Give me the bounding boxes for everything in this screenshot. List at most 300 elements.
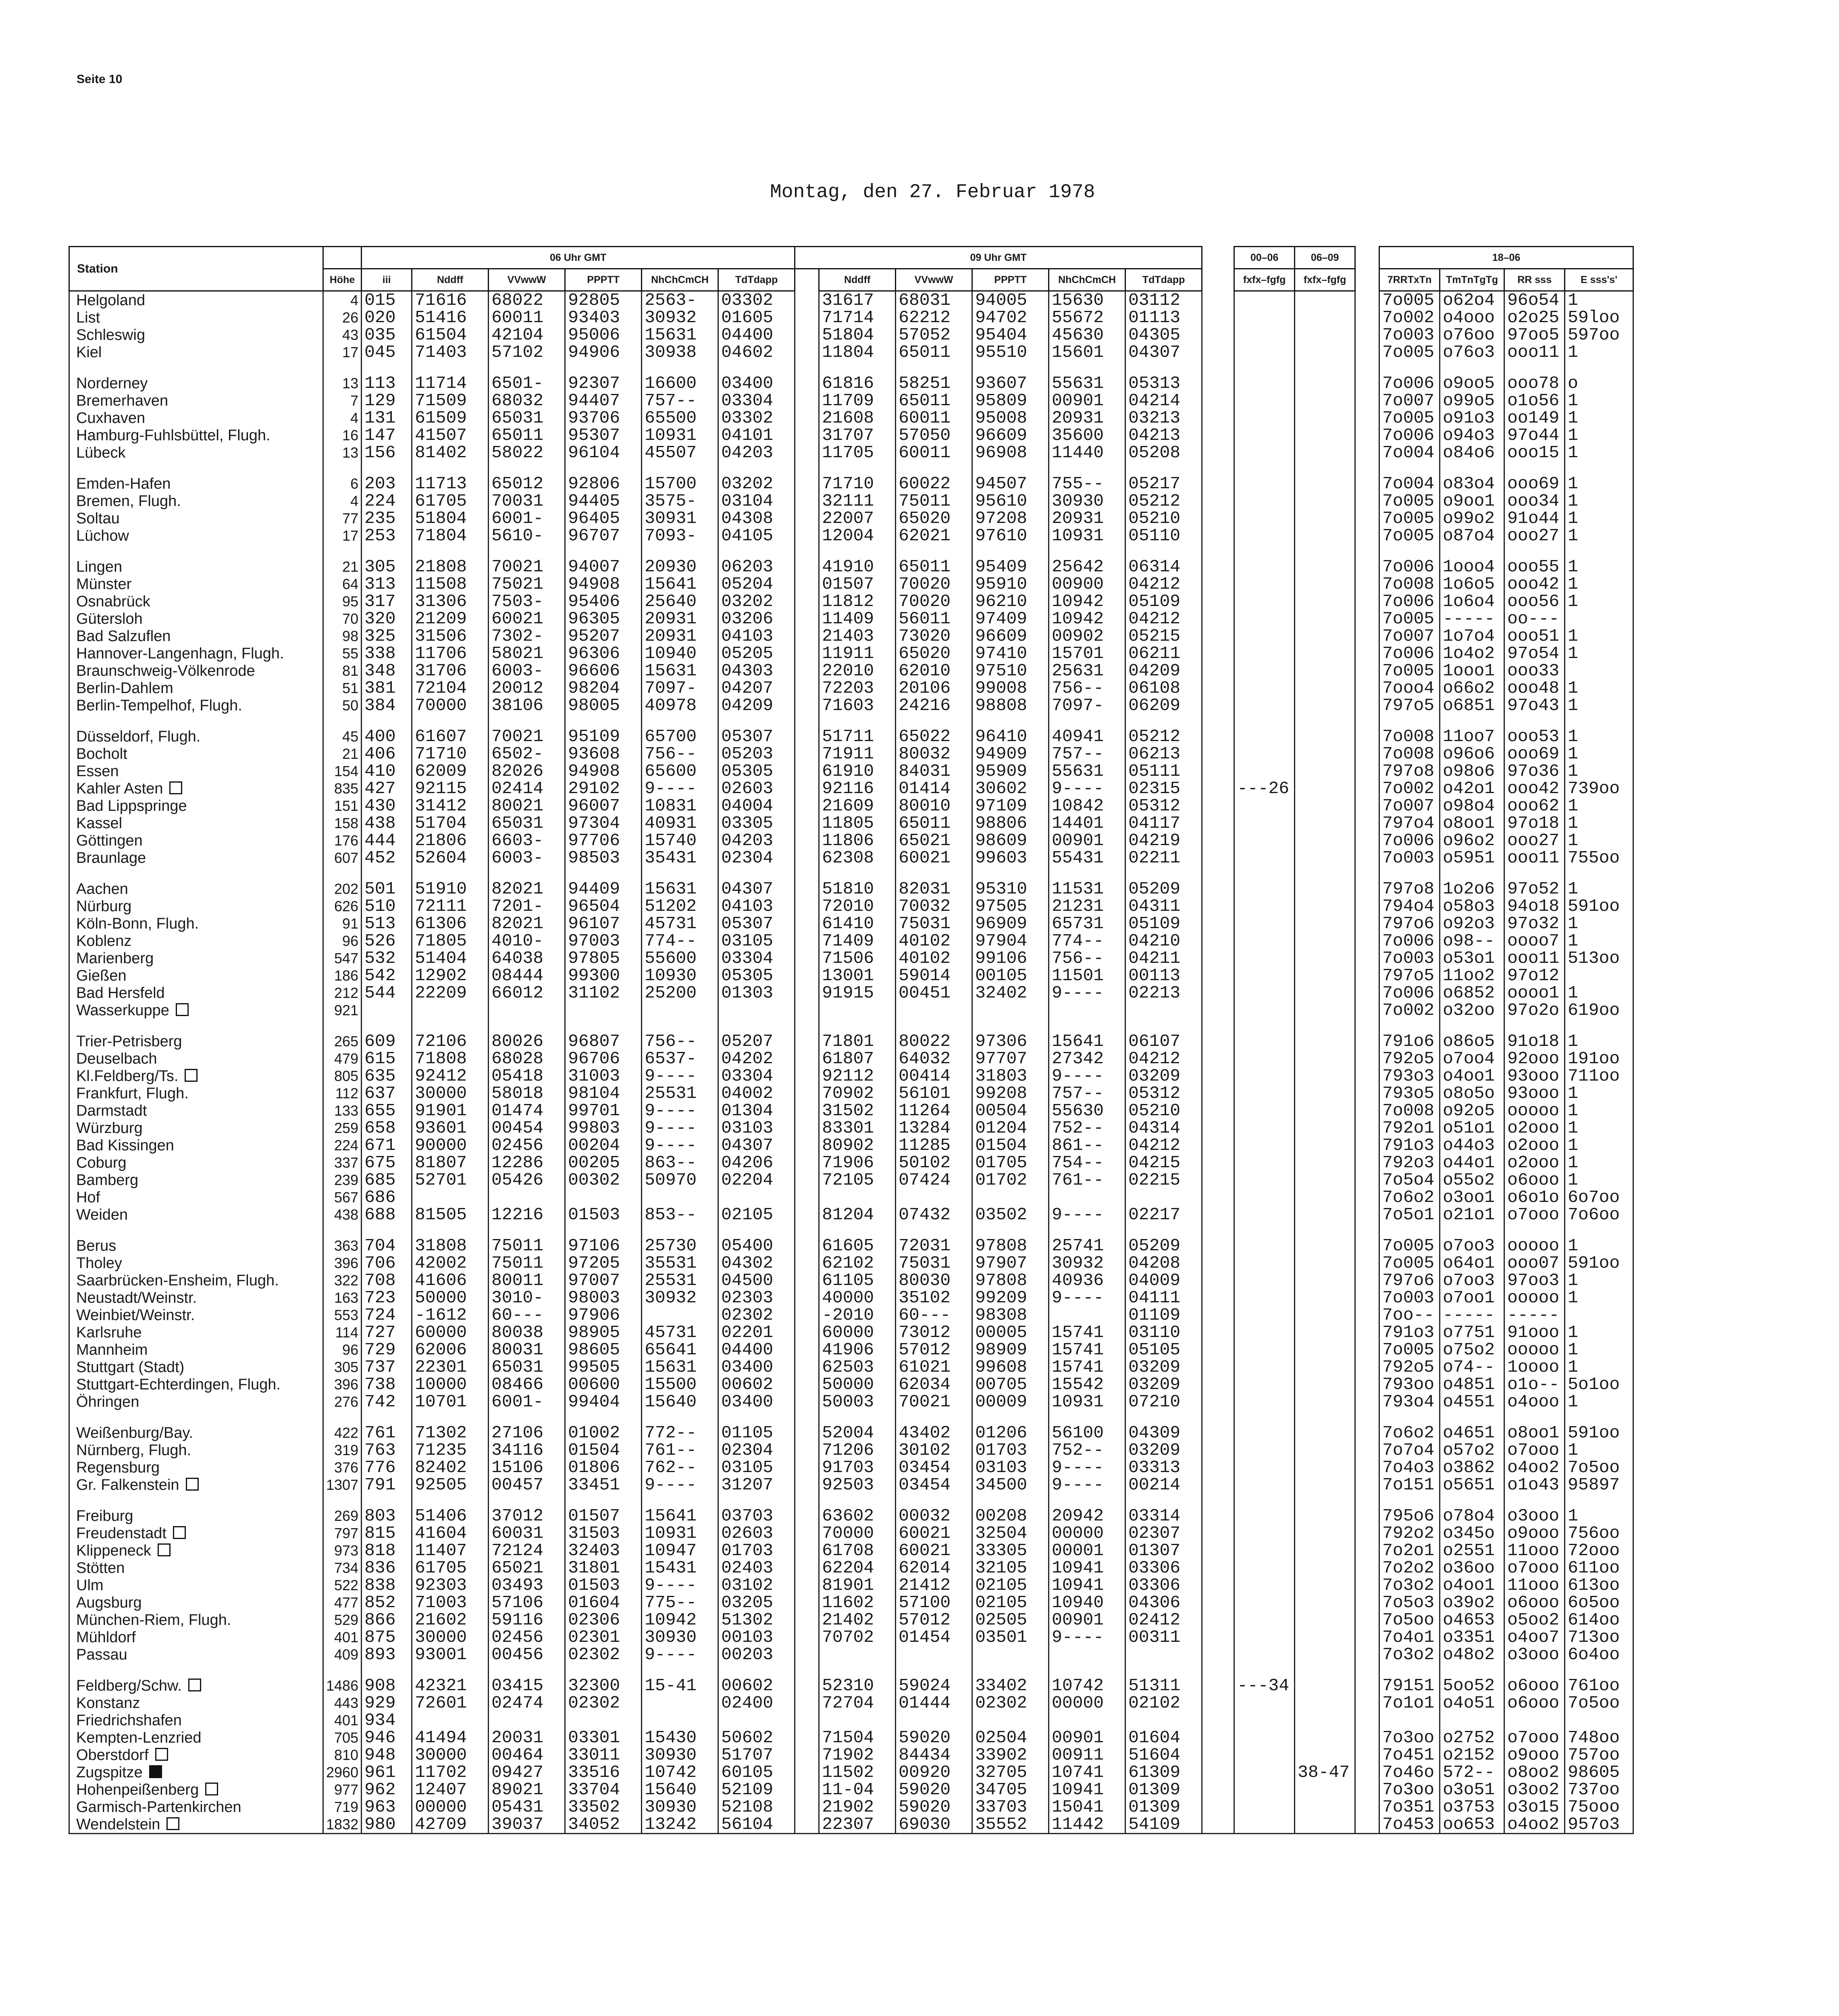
group-esss	[1565, 1424, 1633, 1441]
station-height	[323, 1289, 362, 1306]
cloud-09-text: 9----	[1052, 984, 1104, 1002]
group-rr	[1504, 1611, 1565, 1629]
dew-09	[1125, 967, 1202, 984]
ppptt-06	[565, 1119, 642, 1137]
dew-06	[718, 1050, 795, 1067]
ppptt-09	[972, 932, 1049, 950]
ppptt-06-text: 95307	[568, 427, 620, 444]
gap-cell	[795, 375, 819, 392]
station-name-text: Aachen	[76, 880, 128, 898]
station-index	[362, 1306, 412, 1324]
group-7rr	[1379, 527, 1440, 544]
station-index-text: 761	[364, 1424, 396, 1441]
station-height	[323, 1002, 362, 1019]
dew-09	[1125, 932, 1202, 950]
station-index-text: 113	[364, 375, 396, 392]
dew-06	[718, 984, 795, 1002]
separator-cell	[565, 361, 642, 375]
dew-09	[1125, 880, 1202, 898]
group-esss-text: 591oo	[1568, 898, 1620, 915]
gust-0006	[1234, 984, 1295, 1002]
ppptt-09-text: 95610	[975, 492, 1028, 510]
gust-0609	[1295, 527, 1355, 544]
vwwww-09-text: 03454	[899, 1476, 951, 1493]
separator-cell	[489, 866, 565, 880]
dew-09-text: 01113	[1128, 309, 1181, 326]
group-esss-text: 711oo	[1568, 1067, 1620, 1085]
station-index-text: 406	[364, 745, 396, 762]
station-name-text: Mühldorf	[76, 1629, 136, 1646]
gap-cell	[795, 1459, 819, 1476]
dew-09-text: 04211	[1128, 950, 1181, 967]
gust-0609	[1295, 1712, 1355, 1729]
gust-0006	[1234, 780, 1295, 797]
nddff-09-text: 71603	[822, 697, 874, 714]
station-index-text: 671	[364, 1137, 396, 1154]
group-rr	[1504, 797, 1565, 814]
group-esss	[1565, 1798, 1633, 1816]
group-rr-text: o2ooo	[1507, 1137, 1560, 1154]
station-name	[69, 1272, 323, 1289]
vwwww-06-text: 7503-	[491, 593, 544, 610]
vwwww-09	[896, 593, 972, 610]
cloud-06	[642, 409, 718, 427]
group-rr-text: ooooo	[1507, 1237, 1560, 1254]
dew-09	[1125, 558, 1202, 575]
ppptt-09	[972, 728, 1049, 745]
station-name	[69, 291, 323, 309]
cloud-06	[642, 375, 718, 392]
group-temp	[1440, 1694, 1504, 1712]
group-7rr	[1379, 1289, 1440, 1306]
nddff-06	[412, 1729, 489, 1746]
vwwww-06	[489, 1067, 565, 1085]
ppptt-09	[972, 1459, 1049, 1476]
group-esss-text: 1	[1568, 475, 1578, 492]
station-name	[69, 1798, 323, 1816]
ppptt-09	[972, 1102, 1049, 1119]
station-name	[69, 1524, 323, 1542]
ppptt-09	[972, 1067, 1049, 1085]
separator-cell	[362, 1663, 412, 1677]
ppptt-06-text: 01507	[568, 1507, 620, 1524]
group-esss-text: 755oo	[1568, 849, 1620, 866]
vwwww-06-text: 58018	[491, 1085, 544, 1102]
cloud-06-text: 10742	[645, 1764, 697, 1781]
cloud-09-text: 25631	[1052, 662, 1104, 679]
dew-09	[1125, 344, 1202, 361]
station-row	[69, 1237, 1633, 1254]
dew-06	[718, 1393, 795, 1410]
group-7rr-text: 7o008	[1382, 1102, 1435, 1119]
nddff-09	[819, 1798, 896, 1816]
cloud-09	[1049, 1137, 1125, 1154]
cloud-09-header: NhChCmCH	[1049, 269, 1125, 291]
station-height-text: 322	[334, 1272, 359, 1289]
station-height	[323, 409, 362, 427]
nddff-06-text: 71804	[415, 527, 467, 544]
cloud-06	[642, 593, 718, 610]
group-temp-text: o74--	[1443, 1358, 1495, 1376]
nddff-06	[412, 1341, 489, 1358]
vwwww-06-text: 39037	[491, 1816, 544, 1834]
vwwww-09-text: 65011	[899, 392, 951, 409]
group-rr-text: 97o54	[1507, 645, 1560, 662]
gap-cell	[795, 1559, 819, 1577]
group-rr-text: 97oo3	[1507, 1272, 1560, 1289]
station-height	[323, 344, 362, 361]
gap-cell	[795, 1677, 819, 1694]
ppptt-09	[972, 1237, 1049, 1254]
dew-09	[1125, 627, 1202, 645]
cloud-06-text: 863--	[645, 1154, 697, 1171]
group-rr	[1504, 1324, 1565, 1341]
station-name	[69, 1611, 323, 1629]
vwwww-06-text: 80021	[491, 797, 544, 814]
group-7rr-text: 7o453	[1382, 1816, 1435, 1834]
vwwww-09-text: 75031	[899, 915, 951, 932]
separator-cell	[1355, 1493, 1379, 1507]
cloud-09-text: 752--	[1052, 1119, 1104, 1137]
dew-06-text: 52109	[721, 1781, 774, 1798]
vwwww-09	[896, 427, 972, 444]
group-rr	[1504, 950, 1565, 967]
group-temp	[1440, 797, 1504, 814]
dew-06	[718, 344, 795, 361]
group-rr-text: o8oo2	[1507, 1764, 1560, 1781]
vwwww-09-header: VVwwW	[896, 269, 972, 291]
group-rr-text: oo149	[1507, 409, 1560, 427]
vwwww-06	[489, 1254, 565, 1272]
gap-cell	[795, 1424, 819, 1441]
dew-06	[718, 1272, 795, 1289]
vwwww-09	[896, 1272, 972, 1289]
group-7rr-text: 7o006	[1382, 932, 1435, 950]
separator-cell	[972, 1223, 1049, 1237]
station-height	[323, 1206, 362, 1223]
nddff-09-text: 32111	[822, 492, 874, 510]
station-height	[323, 1154, 362, 1171]
station-index	[362, 1154, 412, 1171]
station-index-text: 724	[364, 1306, 396, 1324]
group-rr-text: ooo51	[1507, 627, 1560, 645]
group-esss-text: 98605	[1568, 1764, 1620, 1781]
ppptt-06-text: 94908	[568, 575, 620, 593]
separator-cell	[718, 461, 795, 475]
group-esss-text: 6o4oo	[1568, 1646, 1620, 1663]
nddff-09-text: 61816	[822, 375, 874, 392]
ppptt-06-text: 98005	[568, 697, 620, 714]
group-esss-text: 1	[1568, 679, 1578, 697]
ppptt-06	[565, 1476, 642, 1493]
vwwww-09	[896, 679, 972, 697]
station-name-text: Bad Hersfeld	[76, 984, 165, 1002]
ppptt-06-text: 96405	[568, 510, 620, 527]
station-row	[69, 392, 1633, 409]
group-temp-text: o55o2	[1443, 1171, 1495, 1189]
group-temp	[1440, 1646, 1504, 1663]
nddff-09	[819, 1424, 896, 1441]
cloud-09-text: 55431	[1052, 849, 1104, 866]
group-7rr	[1379, 593, 1440, 610]
observation-rows	[69, 291, 1633, 1834]
square-marker-icon	[173, 1526, 186, 1539]
cloud-06-text: 9----	[645, 1137, 697, 1154]
gust-0609	[1295, 1542, 1355, 1559]
station-index-text: 776	[364, 1459, 396, 1476]
vwwww-09	[896, 610, 972, 627]
station-name-text: Köln-Bonn, Flugh.	[76, 915, 199, 932]
station-name-text: Lübeck	[76, 444, 126, 461]
dew-09-text: 04208	[1128, 1254, 1181, 1272]
gap-cell	[1202, 645, 1234, 662]
cloud-06-text: 10831	[645, 797, 697, 814]
vwwww-06-text: 00464	[491, 1746, 544, 1764]
nddff-06-text: 91901	[415, 1102, 467, 1119]
gap-cell	[1202, 679, 1234, 697]
nddff-09	[819, 593, 896, 610]
ppptt-09	[972, 1154, 1049, 1171]
dew-06	[718, 967, 795, 984]
dew-06	[718, 1002, 795, 1019]
gap-cell	[1202, 797, 1234, 814]
station-name-text: Soltau	[76, 510, 120, 527]
separator-cell	[1049, 1019, 1125, 1033]
vwwww-09	[896, 849, 972, 866]
group-temp	[1440, 1424, 1504, 1441]
dew-06-text: 04302	[721, 1254, 774, 1272]
station-index-text: 962	[364, 1781, 396, 1798]
station-index-text: 253	[364, 527, 396, 544]
gap-cell	[1202, 728, 1234, 745]
cloud-06	[642, 1289, 718, 1306]
ppptt-09-text: 95404	[975, 326, 1028, 344]
station-index-text: 961	[364, 1764, 396, 1781]
station-index-text: 325	[364, 627, 396, 645]
station-row	[69, 309, 1633, 326]
station-height	[323, 527, 362, 544]
station-index-text: 818	[364, 1542, 396, 1559]
group-rr	[1504, 1254, 1565, 1272]
vwwww-09	[896, 291, 972, 309]
cloud-06	[642, 1712, 718, 1729]
separator-cell	[1504, 866, 1565, 880]
dew-06	[718, 1646, 795, 1663]
nddff-09-text: 51804	[822, 326, 874, 344]
station-index	[362, 510, 412, 527]
gap-cell	[795, 1764, 819, 1781]
station-index	[362, 309, 412, 326]
group-esss	[1565, 932, 1633, 950]
station-index-text: 737	[364, 1358, 396, 1376]
ppptt-06	[565, 527, 642, 544]
station-height-text: 4	[350, 492, 359, 509]
station-height	[323, 1254, 362, 1272]
vwwww-06-text: 6501-	[491, 375, 544, 392]
station-row	[69, 814, 1633, 832]
station-index	[362, 780, 412, 797]
station-index	[362, 1358, 412, 1376]
dew-09-text: 04210	[1128, 932, 1181, 950]
gap-cell	[795, 832, 819, 849]
ppptt-06-text: 95006	[568, 326, 620, 344]
separator-cell	[819, 1493, 896, 1507]
dew-06-text: 02204	[721, 1171, 774, 1189]
separator-cell	[718, 1493, 795, 1507]
dew-09-text: 05210	[1128, 510, 1181, 527]
ppptt-06	[565, 375, 642, 392]
vwwww-06	[489, 645, 565, 662]
gap-cell	[1355, 1798, 1379, 1816]
gust-0006	[1234, 967, 1295, 984]
gap-cell	[795, 627, 819, 645]
observation-table-container	[69, 246, 1634, 1834]
dew-06-text: 03304	[721, 950, 774, 967]
group-7rr-text: 7o005	[1382, 510, 1435, 527]
station-index	[362, 1594, 412, 1611]
gust-0609	[1295, 1272, 1355, 1289]
gap-cell	[1355, 1102, 1379, 1119]
station-index-text: 946	[364, 1729, 396, 1746]
group-7rr-text: 793o4	[1382, 1393, 1435, 1410]
station-name-text: Zugspitze	[76, 1764, 143, 1781]
ppptt-09	[972, 797, 1049, 814]
group-rr-text: ooo55	[1507, 558, 1560, 575]
ppptt-06	[565, 1376, 642, 1393]
group-esss-text: 513oo	[1568, 950, 1620, 967]
group-rr	[1504, 1206, 1565, 1223]
nddff-09	[819, 1507, 896, 1524]
nddff-09-text: 41906	[822, 1341, 874, 1358]
cloud-09	[1049, 1376, 1125, 1393]
vwwww-06-text: 6502-	[491, 745, 544, 762]
group-temp	[1440, 1341, 1504, 1358]
group-rr-text: ooo42	[1507, 780, 1560, 797]
gap-cell	[795, 1050, 819, 1067]
ppptt-06-text: 97003	[568, 932, 620, 950]
gap-cell	[1355, 898, 1379, 915]
vwwww-09-text: 70020	[899, 575, 951, 593]
ppptt-09-text: 01206	[975, 1424, 1028, 1441]
group-rr	[1504, 1289, 1565, 1306]
station-height	[323, 1524, 362, 1542]
cloud-09	[1049, 1272, 1125, 1289]
group-esss-text: 75ooo	[1568, 1798, 1620, 1816]
cloud-06	[642, 1306, 718, 1324]
gust-0006	[1234, 1559, 1295, 1577]
gap-cell	[1202, 409, 1234, 427]
ppptt-06	[565, 1137, 642, 1154]
group-7rr	[1379, 932, 1440, 950]
station-name-text: Braunlage	[76, 849, 146, 866]
station-height	[323, 309, 362, 326]
station-name	[69, 510, 323, 527]
nddff-09-text: 60000	[822, 1324, 874, 1341]
group-temp-text: o83o4	[1443, 475, 1495, 492]
group-7rr-text: 797o8	[1382, 762, 1435, 780]
gap-cell	[1202, 1341, 1234, 1358]
group-7rr	[1379, 1306, 1440, 1324]
cloud-09-text: 10931	[1052, 527, 1104, 544]
cloud-06	[642, 780, 718, 797]
group-esss-text: 1	[1568, 984, 1578, 1002]
vwwww-09-text: 56011	[899, 610, 951, 627]
ppptt-06	[565, 814, 642, 832]
gap-cell	[1202, 1729, 1234, 1746]
dew-06-text: 04303	[721, 662, 774, 679]
group-rr-text: o1o43	[1507, 1476, 1560, 1493]
station-index	[362, 593, 412, 610]
station-height-text: 154	[334, 762, 359, 779]
gust-0006	[1234, 679, 1295, 697]
vwwww-09	[896, 728, 972, 745]
vwwww-06	[489, 1577, 565, 1594]
gap-cell	[795, 1033, 819, 1050]
cloud-09-text: 30932	[1052, 1254, 1104, 1272]
station-index-text: 763	[364, 1441, 396, 1459]
group-temp	[1440, 679, 1504, 697]
group-rr-text: 97o32	[1507, 915, 1560, 932]
dew-06	[718, 832, 795, 849]
separator-cell	[972, 1410, 1049, 1424]
group-rr-text: o4oo2	[1507, 1459, 1560, 1476]
group-esss	[1565, 1677, 1633, 1694]
station-index	[362, 392, 412, 409]
station-row	[69, 1798, 1633, 1816]
station-height	[323, 510, 362, 527]
station-row	[69, 1764, 1633, 1781]
group-temp-text: 1o4o2	[1443, 645, 1495, 662]
separator-cell	[412, 714, 489, 728]
ppptt-09-text: 95910	[975, 575, 1028, 593]
station-name	[69, 679, 323, 697]
dew-06-text: 05204	[721, 575, 774, 593]
cloud-09-text: 761--	[1052, 1171, 1104, 1189]
vwwww-09-text: 65021	[899, 832, 951, 849]
dew-09	[1125, 984, 1202, 1002]
dew-09	[1125, 1002, 1202, 1019]
station-index	[362, 1764, 412, 1781]
cloud-09	[1049, 1206, 1125, 1223]
nddff-06	[412, 291, 489, 309]
gap-cell	[1355, 662, 1379, 679]
nddff-06	[412, 1816, 489, 1834]
group-esss-text: 1	[1568, 510, 1578, 527]
group-esss	[1565, 1033, 1633, 1050]
station-name-text: Bad Salzuflen	[76, 627, 171, 645]
cloud-09-text: 757--	[1052, 1085, 1104, 1102]
nddff-09	[819, 375, 896, 392]
cloud-09-text: 00001	[1052, 1542, 1104, 1559]
separator-cell	[1202, 1223, 1234, 1237]
station-name-text: Nürburg	[76, 898, 132, 915]
group-7rr-text: 7o005	[1382, 492, 1435, 510]
group-7rr	[1379, 444, 1440, 461]
dew-06-text: 04103	[721, 898, 774, 915]
separator-cell	[1504, 1493, 1565, 1507]
group-esss-text: 1	[1568, 392, 1578, 409]
station-row	[69, 1694, 1633, 1712]
cloud-06-text: 50970	[645, 1171, 697, 1189]
separator-cell	[1504, 1223, 1565, 1237]
gap-cell	[795, 593, 819, 610]
ppptt-06	[565, 427, 642, 444]
ppptt-09-text: 95310	[975, 880, 1028, 898]
group-rr	[1504, 1102, 1565, 1119]
station-index	[362, 409, 412, 427]
separator-cell	[896, 1019, 972, 1033]
dew-06	[718, 1629, 795, 1646]
